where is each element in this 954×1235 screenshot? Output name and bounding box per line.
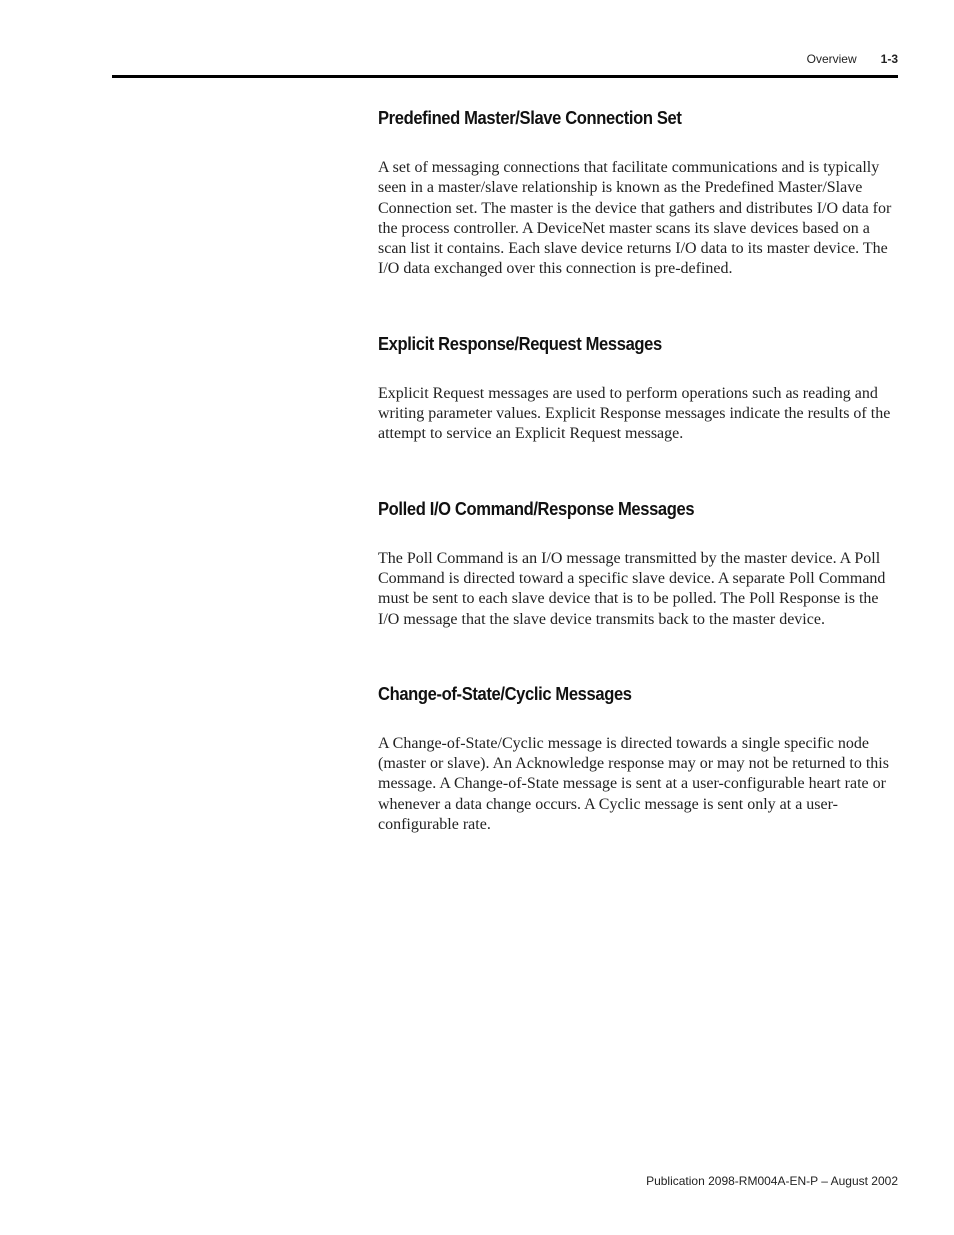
section-predefined-master-slave xyxy=(378,106,898,280)
section-body: A set of messaging connections that facilitate communications and is typically seen in a master/slave relationship is known as the Predefined Master/Slave Connection set. The master is the device that gathers and distributes I/O data for the process controller. A DeviceNet master scans its slave devices based on a scan list it contains. Each slave device returns I/O data to its master device. The I/O data exchanged over this connection is pre-defined. xyxy=(378,159,892,278)
section-heading: Predefined Master/Slave Connection Set xyxy=(378,108,682,128)
page-content xyxy=(378,106,898,835)
header-rule xyxy=(112,75,898,78)
section-heading: Change-of-State/Cyclic Messages xyxy=(378,683,632,704)
section-body: A Change-of-State/Cyclic message is directed towards a single specific node (master or slave). An Acknowledge response may or may not be returned to this message. A Change-of-State message is sent at a user-configurable heart rate or whenever a data change occurs. A Cyclic message is sent only at a user-configurable rate. xyxy=(378,734,889,834)
section-polled-io-messages xyxy=(378,497,898,630)
page-number: 1-3 xyxy=(880,52,898,66)
section-heading: Explicit Response/Request Messages xyxy=(378,333,662,354)
section-explicit-messages xyxy=(378,332,898,445)
header-section-name: Overview xyxy=(806,52,857,66)
publication-footer: Publication 2098-RM004A-EN-P – August 2002 xyxy=(646,1174,898,1188)
section-body: The Poll Command is an I/O message transmitted by the master device. A Poll Command is directed toward a specific slave device. A separate Poll Command must be sent to each slave device that is to be polled. The Poll Response is the I/O message that the slave device transmits back to the master device. xyxy=(378,549,886,628)
section-change-of-state-messages xyxy=(378,682,898,835)
section-body: Explicit Request messages are used to perform operations such as reading and writing parameter values. Explicit Response messages indicate the results of the attempt to service an Explicit Request message. xyxy=(378,384,891,443)
running-header xyxy=(807,52,898,66)
section-heading: Polled I/O Command/Response Messages xyxy=(378,498,695,519)
